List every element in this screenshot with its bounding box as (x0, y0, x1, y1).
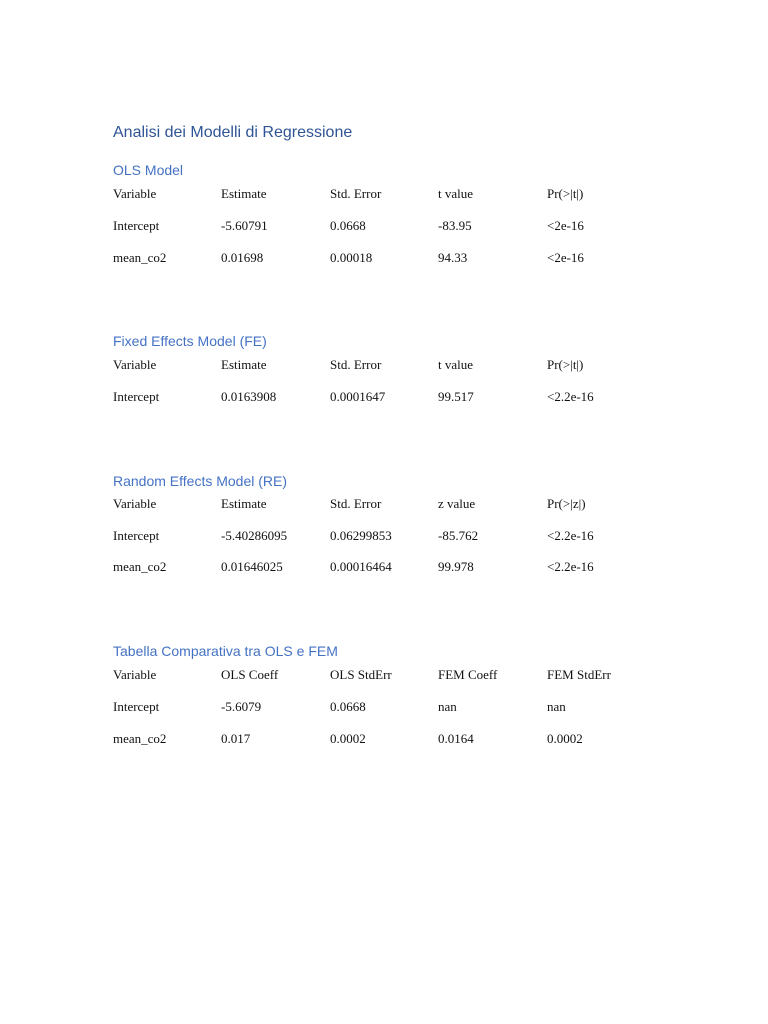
column-header: Estimate (221, 496, 267, 511)
section-heading-fe: Fixed Effects Model (FE) (113, 333, 267, 349)
table-cell: 0.01698 (221, 250, 264, 265)
table-cell: 0.0002 (330, 731, 366, 746)
column-header: Pr(>|t|) (547, 357, 584, 372)
column-header: Pr(>|t|) (547, 186, 584, 201)
table-cell: -5.6079 (221, 699, 262, 714)
document-title: Analisi dei Modelli di Regressione (113, 124, 353, 141)
table-cell: Intercept (113, 528, 160, 543)
column-header: OLS Coeff (221, 667, 279, 682)
table-cell: 99.978 (438, 559, 474, 574)
table-cell: <2.2e-16 (547, 389, 594, 404)
column-header: FEM Coeff (438, 667, 498, 682)
table-cell: <2e-16 (547, 218, 584, 233)
table-cell: mean_co2 (113, 731, 167, 746)
table-cell: mean_co2 (113, 559, 167, 574)
column-header: Std. Error (330, 357, 382, 372)
table-cell: 0.017 (221, 731, 251, 746)
table-cell: 0.06299853 (330, 528, 392, 543)
table-header-row (113, 185, 673, 203)
column-header: Variable (113, 186, 157, 201)
table-cell: 0.00016464 (330, 559, 392, 574)
table-cell: 0.0002 (547, 731, 583, 746)
column-header: Std. Error (330, 186, 382, 201)
section-heading-ols: OLS Model (113, 162, 184, 178)
table-row (113, 558, 673, 576)
table-cell: <2.2e-16 (547, 559, 594, 574)
table-cell: -83.95 (438, 218, 472, 233)
column-header: t value (438, 186, 474, 201)
table-cell: 94.33 (438, 250, 468, 265)
column-header: Estimate (221, 186, 267, 201)
column-header: z value (438, 496, 476, 511)
table-header-row (113, 666, 673, 684)
table-row (113, 730, 673, 748)
table-cell: <2e-16 (547, 250, 584, 265)
table-cell: Intercept (113, 699, 160, 714)
table-row (113, 527, 673, 545)
table-cell: -85.762 (438, 528, 479, 543)
table-cell: -5.60791 (221, 218, 268, 233)
table-cell: 0.00018 (330, 250, 373, 265)
column-header: OLS StdErr (330, 667, 392, 682)
table-row (113, 217, 673, 235)
table-row (113, 249, 673, 267)
table-cell: 0.0001647 (330, 389, 386, 404)
column-header: FEM StdErr (547, 667, 611, 682)
column-header: t value (438, 357, 474, 372)
table-row (113, 698, 673, 716)
table-cell: -5.40286095 (221, 528, 288, 543)
table-cell: nan (547, 699, 566, 714)
table-cell: mean_co2 (113, 250, 167, 265)
section-heading-comparison: Tabella Comparativa tra OLS e FEM (113, 643, 338, 659)
table-row (113, 388, 673, 406)
column-header: Variable (113, 357, 157, 372)
table-cell: 0.0668 (330, 218, 366, 233)
column-header: Variable (113, 496, 157, 511)
table-cell: 0.0668 (330, 699, 366, 714)
table-header-row (113, 495, 673, 513)
section-heading-re: Random Effects Model (RE) (113, 473, 288, 489)
table-cell: 0.0164 (438, 731, 474, 746)
column-header: Std. Error (330, 496, 382, 511)
table-cell: 0.0163908 (221, 389, 277, 404)
table-cell: Intercept (113, 218, 160, 233)
table-header-row (113, 356, 673, 374)
table-cell: Intercept (113, 389, 160, 404)
column-header: Estimate (221, 357, 267, 372)
column-header: Pr(>|z|) (547, 496, 586, 511)
table-cell: <2.2e-16 (547, 528, 594, 543)
table-cell: 99.517 (438, 389, 474, 404)
column-header: Variable (113, 667, 157, 682)
table-cell: 0.01646025 (221, 559, 283, 574)
table-cell: nan (438, 699, 457, 714)
